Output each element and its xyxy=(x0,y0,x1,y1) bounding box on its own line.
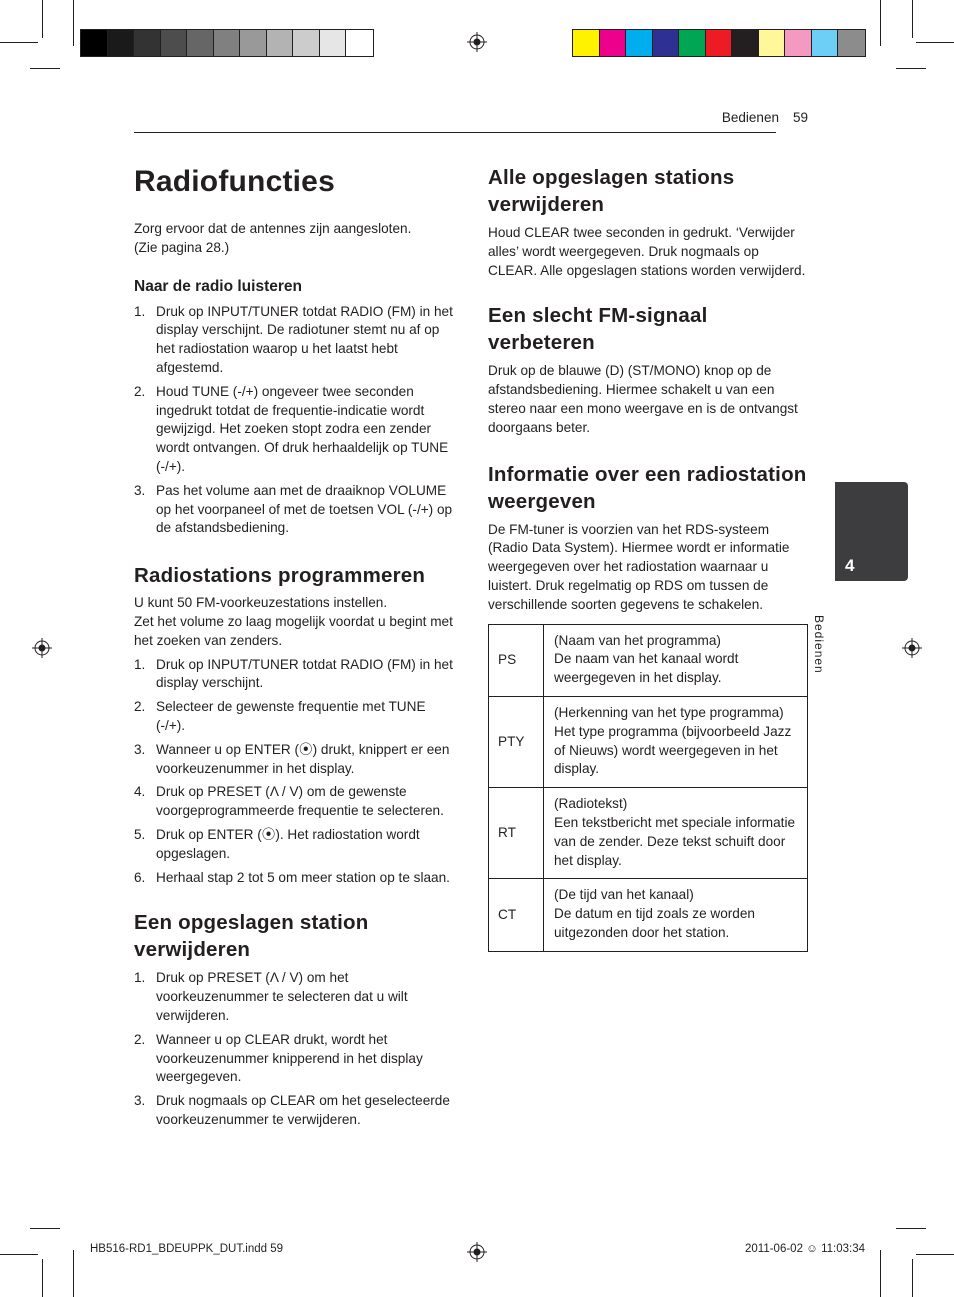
step-number: 1. xyxy=(134,970,146,986)
step-number: 1. xyxy=(134,656,146,672)
step-text: Druk op PRESET (Λ / V) om de gewenste voorgeprogrammeerde frequentie te selecteren. xyxy=(156,784,444,819)
step-text: Herhaal stap 2 tot 5 om meer station op te slaan. xyxy=(156,869,450,885)
registration-mark-icon xyxy=(467,1242,487,1262)
step-number: 2. xyxy=(134,383,146,399)
color-swatch xyxy=(706,30,733,56)
rds-code: PTY xyxy=(489,696,544,787)
crop-mark xyxy=(0,1254,38,1255)
rds-text: De FM-tuner is voorzien van het RDS-systeem (Radio Data System). Hiermee wordt er informatie weergegeven over het radiostation waarnaar u luistert. Druk regelmatig op RDS om tussen de verschillende soorten gegevens te schakelen. xyxy=(488,521,790,612)
rds-heading: Informatie over een radiostation weergeven xyxy=(488,462,807,513)
rds-code: PS xyxy=(489,624,544,696)
color-swatch xyxy=(759,30,786,56)
rds-table xyxy=(488,624,808,952)
program-heading: Radiostations programmeren xyxy=(134,564,426,588)
color-swatch xyxy=(293,30,320,56)
process-color-bar xyxy=(572,29,866,57)
rds-code: CT xyxy=(489,879,544,951)
list-item xyxy=(134,383,456,477)
list-item xyxy=(134,826,456,864)
footer-date: 2011-06-02 ☺ 11:03:34 xyxy=(745,1243,866,1255)
page-number: 59 xyxy=(792,110,808,125)
step-text: Druk op INPUT/TUNER totdat RADIO (FM) in het display verschijnt. xyxy=(156,656,453,691)
registration-mark-icon xyxy=(902,638,922,658)
page-title: Radiofuncties xyxy=(134,165,335,198)
rds-description: De datum en tijd zoals ze worden uitgezonden door het station. xyxy=(554,906,755,940)
left-column xyxy=(134,164,456,1135)
color-swatch xyxy=(240,30,267,56)
color-swatch xyxy=(732,30,759,56)
running-header xyxy=(700,110,808,125)
step-text: Pas het volume aan met de draaiknop VOLUME op het voorpaneel of met de toetsen VOL (-/+) op de afstandsbediening. xyxy=(156,482,453,536)
crop-mark xyxy=(880,0,881,46)
step-number: 3. xyxy=(134,1093,146,1109)
table-row xyxy=(489,624,808,696)
fm-signal-heading: Een slecht FM-signaal verbeteren xyxy=(488,304,708,355)
color-swatch xyxy=(108,30,135,56)
list-item xyxy=(134,482,456,538)
color-swatch xyxy=(81,30,108,56)
crop-mark xyxy=(912,0,913,38)
crop-mark xyxy=(30,68,60,69)
rds-desc xyxy=(544,788,808,879)
step-number: 3. xyxy=(134,482,146,498)
crop-mark xyxy=(916,1254,954,1255)
rds-desc xyxy=(544,879,808,951)
program-intro-2: Zet het volume zo laag mogelijk voordat u begint met het zoeken van zenders. xyxy=(134,613,453,648)
step-text: Druk op ENTER (⦿). Het radiostation wordt opgeslagen. xyxy=(156,826,420,861)
list-item xyxy=(134,698,456,736)
rds-title: (Radiotekst) xyxy=(554,796,628,812)
program-steps xyxy=(134,656,456,888)
color-swatch xyxy=(679,30,706,56)
step-text: Druk nogmaals op CLEAR om het geselecteerde voorkeuzenummer te verwijderen. xyxy=(156,1093,450,1127)
color-swatch xyxy=(838,30,865,56)
registration-mark-icon xyxy=(467,32,487,52)
intro-line-2: (Zie pagina 28.) xyxy=(134,239,230,255)
rds-code: RT xyxy=(489,788,544,879)
step-text: Wanneer u op ENTER (⦿) drukt, knippert er een voorkeuzenummer in het display. xyxy=(156,741,450,776)
listen-steps xyxy=(134,303,456,539)
rds-description: Het type programma (bijvoorbeeld Jazz of Nieuws) wordt weergegeven in het display. xyxy=(554,723,792,777)
delete-one-steps xyxy=(134,969,456,1129)
list-item xyxy=(134,783,456,821)
step-number: 4. xyxy=(134,784,146,800)
color-swatch xyxy=(267,30,294,56)
step-text: Selecteer de gewenste frequentie met TUNE (-/+). xyxy=(156,699,426,733)
color-swatch xyxy=(346,30,373,56)
color-swatch xyxy=(320,30,347,56)
delete-all-text: Houd CLEAR twee seconden in gedrukt. ‘Verwijder alles’ wordt weergegeven. Druk nogmaals op CLEAR. Alle opgeslagen stations worden verwijderd. xyxy=(488,225,806,278)
color-swatch xyxy=(134,30,161,56)
step-number: 2. xyxy=(134,1031,146,1047)
step-number: 3. xyxy=(134,741,146,757)
listen-heading: Naar de radio luisteren xyxy=(134,277,302,295)
rds-desc xyxy=(544,624,808,696)
step-number: 2. xyxy=(134,699,146,715)
color-swatch xyxy=(214,30,241,56)
registration-mark-icon xyxy=(32,638,52,658)
color-swatch xyxy=(161,30,188,56)
list-item xyxy=(134,741,456,779)
list-item xyxy=(134,303,456,378)
color-swatch xyxy=(573,30,600,56)
list-item xyxy=(134,1031,456,1087)
crop-mark xyxy=(42,1259,43,1297)
crop-mark xyxy=(73,1250,74,1297)
grayscale-color-bar xyxy=(80,29,374,57)
rds-title: (Herkenning van het type programma) xyxy=(554,704,784,720)
chapter-number: 4 xyxy=(845,556,855,575)
crop-mark xyxy=(896,68,926,69)
right-column xyxy=(488,164,810,952)
color-swatch xyxy=(785,30,812,56)
crop-mark xyxy=(42,0,43,38)
chapter-label: Bedienen xyxy=(812,615,826,674)
color-swatch xyxy=(187,30,214,56)
table-row xyxy=(489,788,808,879)
rds-title: (Naam van het programma) xyxy=(554,632,721,648)
list-item xyxy=(134,1092,456,1130)
step-text: Druk op INPUT/TUNER totdat RADIO (FM) in het display verschijnt. De radiotuner stemt nu af op het radiostation waarop u het laatst hebt afgestemd. xyxy=(156,303,453,375)
color-swatch xyxy=(653,30,680,56)
color-swatch xyxy=(812,30,839,56)
step-text: Druk op PRESET (Λ / V) om het voorkeuzenummer te selecteren dat u wilt verwijderen. xyxy=(156,970,408,1023)
table-row xyxy=(489,879,808,951)
intro-line-1: Zorg ervoor dat de antennes zijn aangesloten. xyxy=(134,221,412,236)
list-item xyxy=(134,969,456,1025)
fm-signal-text: Druk op de blauwe (D) (ST/MONO) knop op de afstandsbediening. Hiermee schakelt u van een stereo naar een mono weergave en is de ontvangst doorgaans beter. xyxy=(488,363,798,435)
crop-mark xyxy=(880,1250,881,1297)
crop-mark xyxy=(30,1228,60,1229)
crop-mark xyxy=(896,1228,926,1229)
crop-mark xyxy=(916,42,954,43)
list-item xyxy=(134,656,456,694)
header-section: Bedienen xyxy=(721,110,779,125)
delete-one-heading: Een opgeslagen station verwijderen xyxy=(134,911,369,962)
crop-mark xyxy=(0,42,38,43)
footer-file: HB516-RD1_BDEUPPK_DUT.indd 59 xyxy=(90,1243,284,1255)
step-number: 5. xyxy=(134,826,146,842)
step-text: Wanneer u op CLEAR drukt, wordt het voorkeuzenummer knipperend in het display weergegeven. xyxy=(156,1031,423,1085)
delete-all-heading: Alle opgeslagen stations verwijderen xyxy=(488,166,735,216)
rds-title: (De tijd van het kanaal) xyxy=(554,887,694,903)
step-number: 1. xyxy=(134,303,146,319)
rds-description: Een tekstbericht met speciale informatie van de zender. Deze tekst schuift door het display. xyxy=(554,814,796,868)
crop-mark xyxy=(73,0,74,46)
header-rule xyxy=(134,132,776,133)
crop-mark xyxy=(912,1259,913,1297)
step-text: Houd TUNE (-/+) ongeveer twee seconden ingedrukt totdat de frequentie-indicatie wordt gewijzigd. Het zoeken stopt zodra een zender wordt ontvangen. Of druk herhaaldelijk op TUNE (-/+). xyxy=(156,383,449,474)
rds-description: De naam van het kanaal wordt weergegeven in het display. xyxy=(554,651,739,686)
list-item xyxy=(134,869,456,888)
program-intro-1: U kunt 50 FM-voorkeuzestations instellen. xyxy=(134,595,388,611)
step-number: 6. xyxy=(134,869,146,885)
rds-desc xyxy=(544,696,808,787)
color-swatch xyxy=(600,30,627,56)
table-row xyxy=(489,696,808,787)
color-swatch xyxy=(626,30,653,56)
